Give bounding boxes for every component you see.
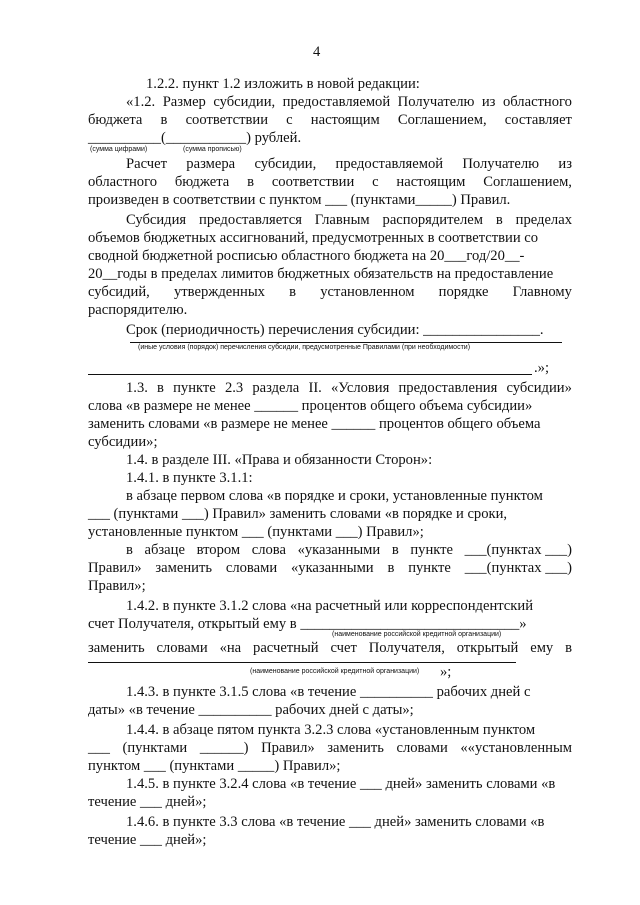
- text-line: 1.4.2. в пункте 3.1.2 слова «на расчетный или корреспондентский: [126, 598, 533, 614]
- text-line: распорядителю.: [88, 302, 188, 318]
- blank-line: [88, 662, 516, 663]
- line-part: словами: [156, 640, 208, 656]
- line-part: субсидии,: [254, 156, 317, 172]
- line-part: Правил»: [88, 560, 142, 576]
- line-part: порядке: [438, 284, 489, 300]
- text-line: в абзаце первом слова «в порядке и сроки, установленные пунктом: [126, 488, 543, 504]
- line-part: «на: [219, 640, 242, 656]
- text-line: слова «в размере не менее ______ процентов общего объема субсидии»: [88, 398, 533, 414]
- text-line: [88, 174, 572, 190]
- line-part: пункте: [410, 542, 454, 558]
- text-line: объемов бюджетных ассигнований, предусмотренных в соответствии со: [88, 230, 539, 246]
- line-part: предоставляется: [199, 212, 302, 228]
- line-part: с: [286, 112, 293, 128]
- line-part: бюджета: [174, 174, 230, 190]
- line-part: пределах: [515, 212, 572, 228]
- line-part: ___(пунктах ___): [464, 560, 572, 576]
- line-part: размера: [186, 156, 236, 172]
- line-part: заменить: [155, 560, 213, 576]
- line-part: соответствии: [271, 174, 355, 190]
- line-part: утвержденных: [173, 284, 265, 300]
- line-part: Соглашением,: [397, 112, 487, 128]
- line-part: (пунктами: [122, 740, 188, 756]
- line-part: счет: [330, 640, 357, 656]
- line-part: из: [481, 94, 496, 110]
- text-line: 1.4.4. в абзаце пятом пункта 3.2.3 слова «установленным пунктом: [126, 722, 536, 738]
- blank-line: [130, 342, 562, 343]
- line-part: расчетный: [253, 640, 319, 656]
- line-part: ему: [530, 640, 554, 656]
- line-part: Получателю: [462, 156, 540, 172]
- page-number: 4: [313, 44, 321, 60]
- text-line: [126, 94, 572, 110]
- text-line: [126, 542, 572, 558]
- text-line: даты» «в течение __________ рабочих дней с даты»;: [88, 702, 414, 718]
- text-line: произведен в соответствии с пунктом ___ (пунктами_____) Правил.: [88, 192, 511, 208]
- line-part: в: [289, 284, 297, 300]
- line-part: II.: [308, 380, 322, 396]
- line-part: в: [126, 542, 133, 558]
- line-part: предоставляемой: [282, 94, 391, 110]
- caption-other-conditions: (иные условия (порядок) перечисления субсидии, предусмотренные Правилами (при необходимости): [138, 344, 471, 351]
- text-line: [126, 156, 572, 172]
- line-part: абзаце: [144, 542, 185, 558]
- line-part: Расчет: [126, 156, 167, 172]
- text-line: заменить словами «в размере не менее ______ процентов общего объема: [88, 416, 541, 432]
- line-part: в: [565, 640, 572, 656]
- line-part: втором: [196, 542, 241, 558]
- line-part: областного: [502, 94, 572, 110]
- caption-sum-words: (сумма прописью): [183, 146, 242, 153]
- line-part: Главному: [512, 284, 572, 300]
- line-part: словами: [396, 740, 448, 756]
- text-line: [88, 560, 572, 576]
- caption-bank-name: (наименование российской кредитной организации): [332, 631, 502, 638]
- line-part: слова: [251, 542, 286, 558]
- line-part: в: [157, 380, 164, 396]
- line-part: 1.3.: [126, 380, 148, 396]
- text-line: [88, 284, 572, 300]
- line-part: «указанными: [290, 560, 374, 576]
- text-line: [88, 112, 572, 128]
- line-part: ___(пунктах ___): [464, 542, 572, 558]
- line-part: установленном: [320, 284, 415, 300]
- line-part: раздела: [252, 380, 300, 396]
- line-part: с: [372, 174, 379, 190]
- text-line: __________(___________) рублей.: [88, 130, 302, 146]
- line-part: ______): [199, 740, 249, 756]
- line-part: областного: [88, 174, 157, 190]
- line-part: «Условия: [330, 380, 390, 396]
- text-line: установленные пунктом ___ (пунктами ___) Правил»;: [88, 524, 424, 540]
- text-line: 1.2.2. пункт 1.2 изложить в новой редакции:: [146, 76, 420, 92]
- line-part: пункте: [173, 380, 216, 396]
- line-part: в: [387, 560, 395, 576]
- line-part: в: [160, 112, 168, 128]
- text-line: 1.4. в разделе III. «Права и обязанности Сторон»:: [126, 452, 433, 468]
- line-part: соответствии: [185, 112, 269, 128]
- text-line: 20__годы в пределах лимитов бюджетных обязательств на предоставление: [88, 266, 554, 282]
- caption-bank-name: (наименование российской кредитной организации): [250, 668, 420, 675]
- line-part: Получателю: [397, 94, 475, 110]
- line-part: заменить: [327, 740, 384, 756]
- line-part: Размер: [162, 94, 206, 110]
- line-part: субсидии»: [506, 380, 572, 396]
- line-part: в: [247, 174, 254, 190]
- line-part: Субсидия: [126, 212, 187, 228]
- line-part: бюджета: [88, 112, 143, 128]
- line-part: субсидий,: [88, 284, 150, 300]
- text-line: »;: [440, 664, 452, 680]
- line-part: из: [558, 156, 572, 172]
- text-line: Правил»;: [88, 578, 146, 594]
- line-part: Правил»: [261, 740, 315, 756]
- line-part: настоящим: [396, 174, 466, 190]
- line-part: Соглашением,: [483, 174, 572, 190]
- text-line: 1.4.1. в пункте 3.1.1:: [126, 470, 253, 486]
- text-line: ___ (пунктами ___) Правил» заменить словами «в порядке и сроки,: [88, 506, 508, 522]
- caption-sum-digits: (сумма цифрами): [90, 146, 148, 153]
- line-part: предоставления: [398, 380, 498, 396]
- line-part: Получателя,: [368, 640, 445, 656]
- line-part: в: [495, 212, 503, 228]
- text-line: счет Получателя, открытый ему в ______________________________»: [88, 616, 527, 632]
- line-part: «указанными: [297, 542, 381, 558]
- text-line: 1.4.6. в пункте 3.3 слова «в течение ___ дней» заменить словами «в: [126, 814, 545, 830]
- line-part: ««установленным: [460, 740, 572, 756]
- text-line: .»;: [534, 360, 549, 376]
- line-part: открытый: [456, 640, 519, 656]
- blank-line: [88, 374, 532, 375]
- line-part: предоставляемой: [335, 156, 444, 172]
- line-part: пункте: [408, 560, 451, 576]
- line-part: настоящим: [310, 112, 380, 128]
- text-line: [88, 740, 572, 756]
- line-part: «1.2.: [126, 94, 156, 110]
- line-part: заменить: [88, 640, 145, 656]
- text-line: 1.4.5. в пункте 3.2.4 слова «в течение ___ дней» заменить словами «в: [126, 776, 556, 792]
- text-line: Срок (периодичность) перечисления субсидии: ________________.: [126, 322, 544, 338]
- line-part: ___: [88, 740, 110, 756]
- line-part: 2.3: [224, 380, 244, 396]
- line-part: распорядителем: [382, 212, 483, 228]
- text-line: [126, 212, 572, 228]
- text-line: сводной бюджетной росписью областного бюджета на 20___год/20__-: [88, 248, 525, 264]
- text-line: [126, 380, 572, 396]
- text-line: субсидии»;: [88, 434, 158, 450]
- text-line: 1.4.3. в пункте 3.1.5 слова «в течение __________ рабочих дней с: [126, 684, 531, 700]
- line-part: в: [391, 542, 399, 558]
- text-line: течение ___ дней»;: [88, 794, 207, 810]
- text-line: [88, 640, 572, 656]
- text-line: течение ___ дней»;: [88, 832, 207, 848]
- line-part: Главным: [314, 212, 370, 228]
- line-part: субсидии,: [213, 94, 276, 110]
- text-line: пунктом ___ (пунктами _____) Правил»;: [88, 758, 341, 774]
- line-part: составляет: [504, 112, 572, 128]
- line-part: словами: [225, 560, 278, 576]
